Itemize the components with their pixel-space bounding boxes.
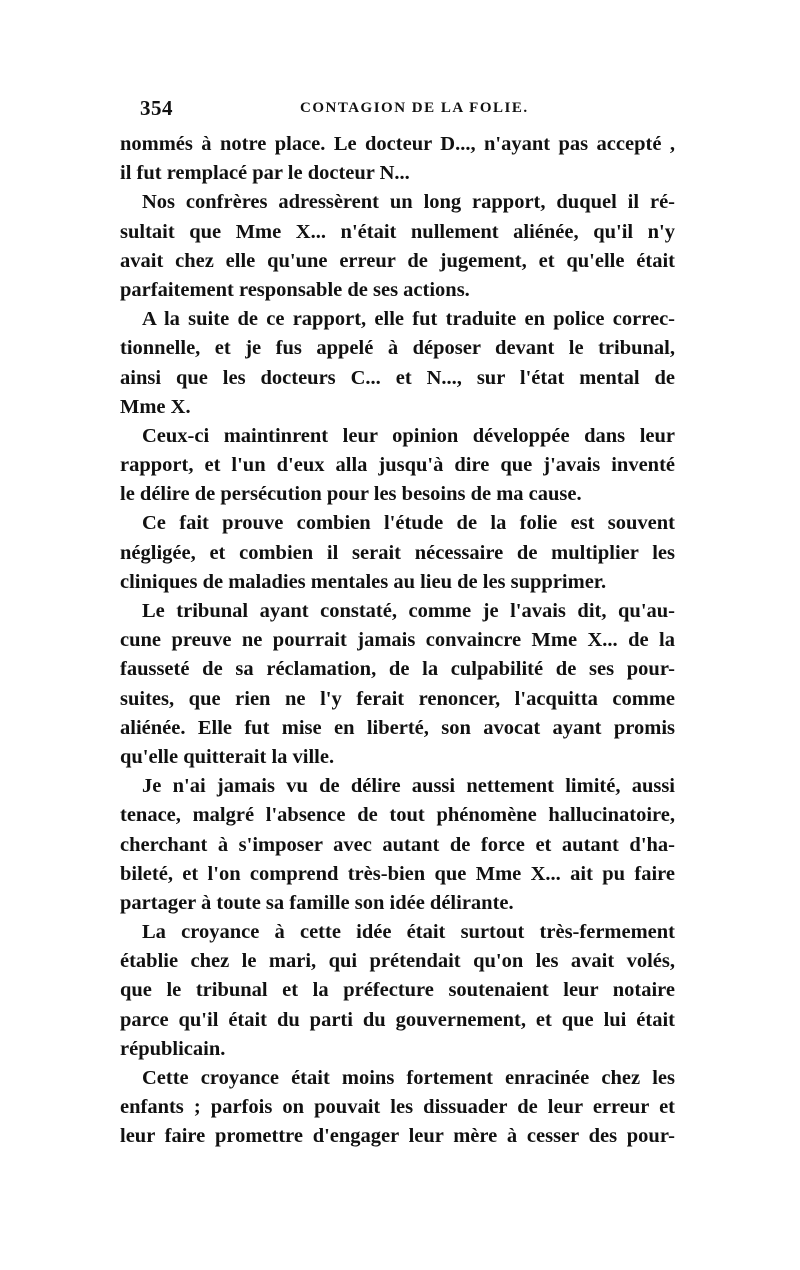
text-line: fausseté de sa réclamation, de la culpabilité de ses pour- [120, 658, 675, 681]
text-line: il fut remplacé par le docteur N... [120, 162, 410, 185]
text-line: Ce fait prouve combien l'étude de la folie est souvent [142, 512, 675, 535]
text-line: partager à toute sa famille son idée délirante. [120, 891, 514, 914]
text-line: aliénée. Elle fut mise en liberté, son avocat ayant promis [120, 716, 675, 739]
text-line: cliniques de maladies mentales au lieu de les supprimer. [120, 570, 607, 593]
text-line: A la suite de ce rapport, elle fut traduite en police correc- [142, 308, 675, 331]
text-line: Je n'ai jamais vu de délire aussi nettement limité, aussi [142, 775, 675, 798]
text-line: bileté, et l'on comprend très-bien que Mme X... ait pu faire [120, 862, 675, 885]
text-line: suites, que rien ne l'y ferait renoncer, l'acquitta comme [120, 687, 675, 710]
text-line: établie chez le mari, qui prétendait qu'on les avait volés, [120, 950, 675, 973]
text-line: rapport, et l'un d'eux alla jusqu'à dire que j'avais inventé [120, 454, 675, 477]
text-line: négligée, et combien il serait nécessaire de multiplier les [120, 541, 675, 564]
text-line: leur faire promettre d'engager leur mère à cesser des pour- [120, 1125, 675, 1148]
body-text [120, 130, 675, 1152]
text-line: Ceux-ci maintinrent leur opinion développée dans leur [142, 424, 675, 447]
text-line: Cette croyance était moins fortement enracinée chez les [142, 1067, 675, 1089]
page-number: 354 [140, 96, 173, 120]
text-line: enfants ; parfois on pouvait les dissuader de leur erreur et [120, 1096, 675, 1119]
text-line: parce qu'il était du parti du gouvernement, et que lui était [120, 1008, 675, 1031]
running-head [132, 96, 672, 122]
text-line: que le tribunal et la préfecture soutenaient leur notaire [120, 979, 675, 1002]
text-line: républicain. [120, 1037, 226, 1060]
text-line: parfaitement responsable de ses actions. [120, 278, 470, 301]
text-line: qu'elle quitterait la ville. [120, 745, 335, 768]
text-line: avait chez elle qu'une erreur de jugement, et qu'elle était [120, 249, 675, 272]
running-title: CONTAGION DE LA FOLIE. [300, 100, 529, 116]
text-line: tionnelle, et je fus appelé à déposer devant le tribunal, [120, 337, 675, 360]
text-line: tenace, malgré l'absence de tout phénomène hallucinatoire, [120, 804, 675, 827]
text-line: cune preuve ne pourrait jamais convaincre Mme X... de la [120, 629, 675, 652]
text-line: sultait que Mme X... n'était nullement aliénée, qu'il n'y [120, 220, 675, 243]
text-line: La croyance à cette idée était surtout très-fermement [142, 921, 675, 944]
text-line: nommés à notre place. Le docteur D..., n'ayant pas accepté , [120, 133, 675, 155]
text-line: Nos confrères adressèrent un long rapport, duquel il ré- [142, 191, 675, 214]
text-line: le délire de persécution pour les besoins de ma cause. [120, 483, 582, 506]
text-line: cherchant à s'imposer avec autant de force et autant d'ha- [120, 833, 675, 856]
text-line: Mme X. [120, 395, 191, 418]
text-line: ainsi que les docteurs C... et N..., sur l'état mental de [120, 366, 675, 389]
text-line: Le tribunal ayant constaté, comme je l'avais dit, qu'au- [142, 600, 675, 622]
